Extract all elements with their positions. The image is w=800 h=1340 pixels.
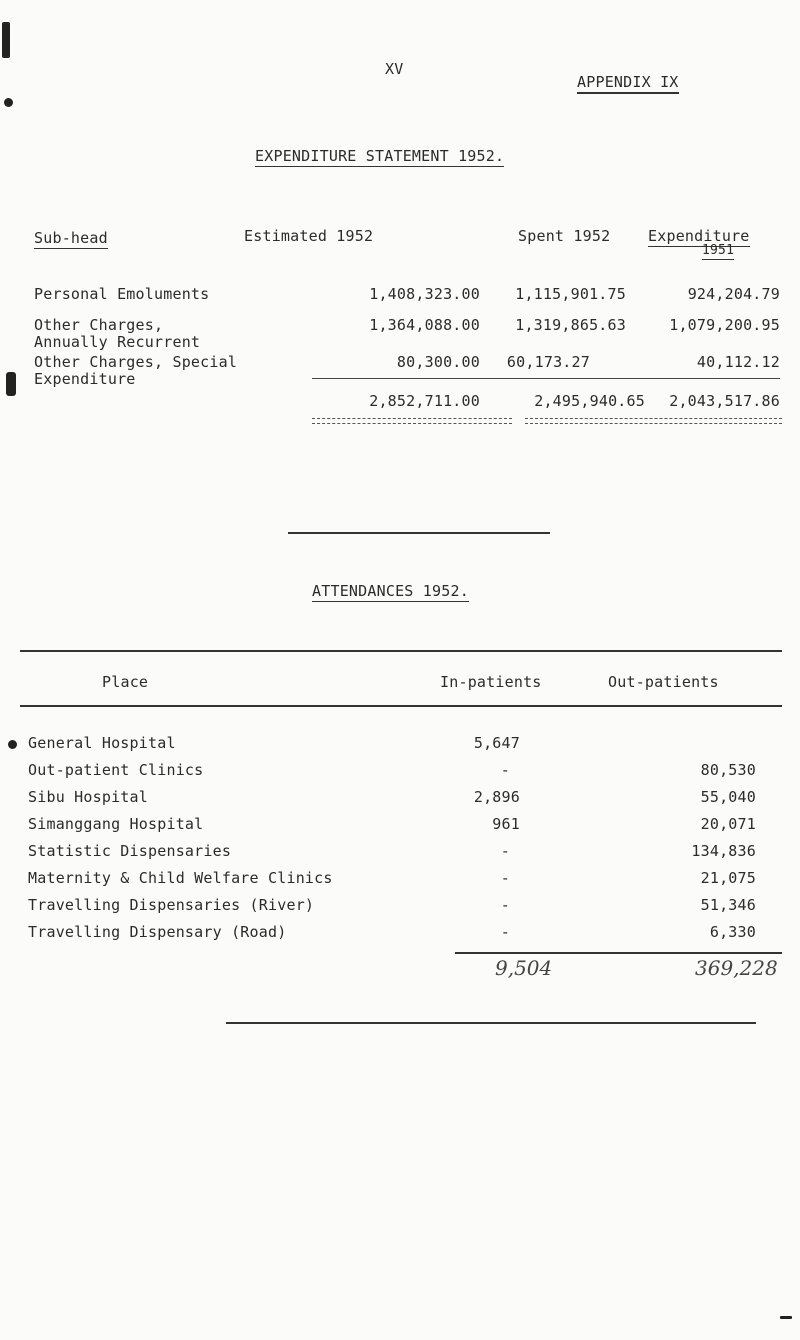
total-estimated: 2,852,711.00 <box>369 392 480 410</box>
table-bottom-rule <box>226 1022 756 1024</box>
total-spent: 2,495,940.65 <box>534 392 645 410</box>
col-header-subhead: Sub-head <box>34 229 108 247</box>
expenditure-title: EXPENDITURE STATEMENT 1952. <box>255 147 505 165</box>
outpatients-cell: 6,330 <box>709 923 756 941</box>
col-header-inpatients: In-patients <box>440 673 542 691</box>
handwritten-total-outpatients: 369,228 <box>695 956 778 980</box>
exp-row-label: Other Charges, Special <box>34 353 238 371</box>
col-header-expenditure-prev: Expenditure <box>648 227 750 245</box>
exp-row-spent: 1,319,865.63 <box>515 316 626 334</box>
inpatients-cell: - <box>500 842 510 860</box>
total-double-rule <box>312 418 512 424</box>
total-double-rule <box>525 418 782 424</box>
exp-row-label-cont: Annually Recurrent <box>34 333 201 351</box>
exp-row-label: Other Charges, <box>34 316 164 334</box>
exp-row-spent: 60,173.27 <box>506 353 590 371</box>
appendix-label: APPENDIX IX <box>577 73 679 94</box>
exp-row-prev: 924,204.79 <box>687 285 780 303</box>
col-header-place: Place <box>102 673 149 691</box>
inpatients-cell: - <box>500 923 510 941</box>
col-header-spent: Spent 1952 <box>518 227 611 245</box>
scan-artifact <box>8 740 17 749</box>
inpatients-cell: 2,896 <box>473 788 520 806</box>
subtotal-rule <box>312 378 780 379</box>
inpatients-cell: - <box>500 869 510 887</box>
outpatients-cell: 20,071 <box>700 815 756 833</box>
outpatients-cell: 80,530 <box>700 761 756 779</box>
exp-row-label-cont: Expenditure <box>34 370 136 388</box>
outpatients-cell: 21,075 <box>700 869 756 887</box>
outpatients-cell: 134,836 <box>691 842 756 860</box>
col-header-estimated: Estimated 1952 <box>244 227 374 245</box>
table-top-rule <box>20 650 782 652</box>
inpatients-cell: - <box>500 896 510 914</box>
scan-artifact <box>6 372 16 396</box>
exp-row-prev: 40,112.12 <box>696 353 780 371</box>
exp-row-label: Personal Emoluments <box>34 285 210 303</box>
inpatients-cell: - <box>500 761 510 779</box>
inpatients-cell: 5,647 <box>473 734 520 752</box>
exp-row-estimated: 1,408,323.00 <box>369 285 480 303</box>
attendances-title: ATTENDANCES 1952. <box>312 582 469 600</box>
place-cell: Sibu Hospital <box>28 788 148 806</box>
place-cell: General Hospital <box>28 734 176 752</box>
col-header-outpatients: Out-patients <box>608 673 719 691</box>
place-cell: Travelling Dispensaries (River) <box>28 896 315 914</box>
page-number: XV <box>385 60 404 78</box>
outpatients-cell: 51,346 <box>700 896 756 914</box>
exp-row-estimated: 1,364,088.00 <box>369 316 480 334</box>
inpatients-cell: 961 <box>492 815 520 833</box>
totals-rule <box>455 952 782 954</box>
handwritten-total-inpatients: 9,504 <box>495 956 553 980</box>
table-header-rule <box>20 705 782 707</box>
place-cell: Travelling Dispensary (Road) <box>28 923 287 941</box>
place-cell: Statistic Dispensaries <box>28 842 232 860</box>
exp-row-spent: 1,115,901.75 <box>515 285 626 303</box>
scan-artifact <box>4 98 13 107</box>
exp-row-estimated: 80,300.00 <box>396 353 480 371</box>
total-prev: 2,043,517.86 <box>669 392 780 410</box>
outpatients-cell: 55,040 <box>700 788 756 806</box>
place-cell: Simanggang Hospital <box>28 815 204 833</box>
col-header-expenditure-year: 1951 <box>702 243 735 258</box>
scan-artifact <box>2 22 10 58</box>
place-cell: Out-patient Clinics <box>28 761 204 779</box>
scan-artifact <box>780 1316 792 1319</box>
section-separator <box>288 532 550 534</box>
exp-row-prev: 1,079,200.95 <box>669 316 780 334</box>
place-cell: Maternity & Child Welfare Clinics <box>28 869 333 887</box>
